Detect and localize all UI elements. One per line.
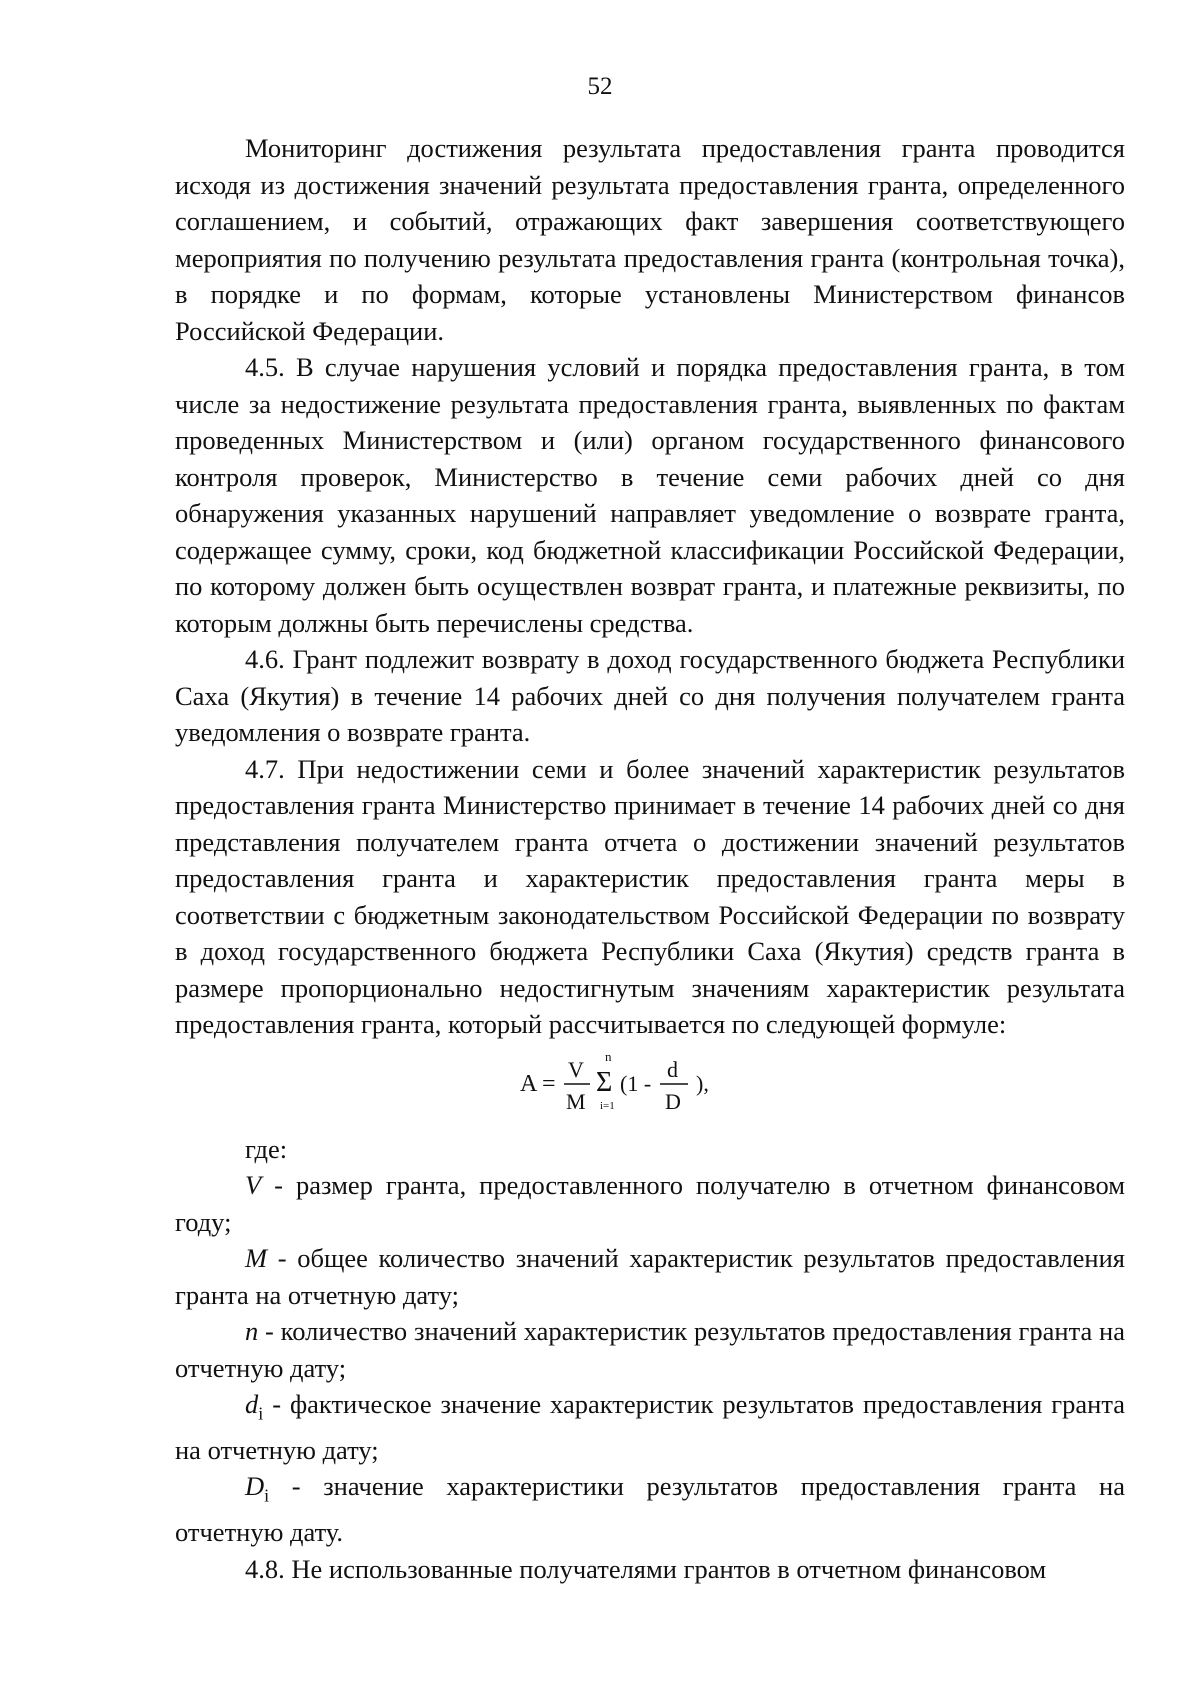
formula-v: V [568,1056,584,1082]
formula-tail: ), [696,1070,709,1096]
paragraph-4-5: 4.5. В случае нарушения условий и порядка предоставления гранта, в том числе за недостижение результата предоставления гранта, выявленных по фактам проведенных Министерством и (или) органом государственного финансового контроля проверок, Министерство в течение семи рабочих дней со дня обнаружения указанных нарушений направляет уведомление о возврате гранта, содержащее сумму, сроки, код бюджетной классификации Российской Федерации, по которому должен быть осуществлен возврат гранта, и платежные реквизиты, по которым должны быть перечислены средства. [175,352,1125,638]
where-label: где: [245,1133,288,1164]
definition-text: - количество значений характеристик результатов предоставления гранта на отчетную дату; [175,1316,1125,1383]
definition-term-subscript: i [258,1403,264,1424]
formula-one-minus: (1 - [620,1070,652,1096]
definition-term: V [245,1170,262,1200]
formula-equals: = [542,1070,556,1097]
definition-item [175,1468,1125,1550]
definition-item [175,1240,1125,1313]
paragraph-monitoring: Мониторинг достижения результата предоставления гранта проводится исходя из достижения значений результата предоставления гранта, определенного соглашением, и событий, отражающих факт завершения соответствующего мероприятия по получению результата предоставления гранта (контрольная точка), в порядке и по формам, которые установлены Министерством финансов Российской Федерации. [175,133,1125,346]
formula-sigma-icon: Σ [596,1066,613,1098]
paragraph-4-7: 4.7. При недостижении семи и более значений характеристик результатов предоставления гранта Министерство принимает в течение 14 рабочих дней со дня представления получателем гранта отчета о достижении значений результатов предоставления гранта и характеристик предоставления гранта меры в соответствии с бюджетным законодательством Российской Федерации по возврату в доход государственного бюджета Республики Саха (Якутия) средств гранта в размере пропорционально недостигнутым значениям характеристик результата предоставления гранта, который рассчитывается по следующей формуле: [175,753,1125,1039]
definition-text: - размер гранта, предоставленного получателю в отчетном финансовом году; [175,1170,1125,1237]
definition-text: - фактическое значение характеристик результатов предоставления гранта на отчетную дату; [175,1389,1125,1465]
definition-term: D [245,1471,265,1502]
definition-text: - значение характеристики результатов предоставления гранта на отчетную дату. [175,1471,1125,1548]
definition-text: - общее количество значений характеристик результатов предоставления гранта на отчетную дату; [175,1243,1125,1310]
definition-item [175,1386,1125,1468]
formula-d: d [667,1056,678,1082]
definition-item [175,1167,1125,1240]
formula-m: M [566,1088,586,1114]
formula-sum-lower: i=1 [600,1099,615,1112]
definition-item [175,1313,1125,1386]
paragraph-4-6: 4.6. Грант подлежит возврату в доход государственного бюджета Республики Саха (Якутия) в течение 14 рабочих дней со дня получения получателем гранта уведомления о возврате гранта. [175,644,1125,747]
formula-lhs: A [520,1070,538,1097]
paragraph-4-8: 4.8. Не использованные получателями грантов в отчетном финансовом [245,1553,1047,1584]
definitions-list [175,1167,1125,1551]
refund-formula [175,1047,1125,1131]
definition-term: M [245,1243,268,1273]
document-body [175,130,1125,1587]
formula-big-d: D [665,1088,681,1114]
definition-term: d [245,1389,259,1419]
formula-sum-upper: n [605,1048,612,1064]
page-number: 52 [587,73,613,100]
definition-term: n [245,1316,259,1346]
formula-graphic [520,1047,760,1131]
definition-term-subscript: i [264,1485,270,1506]
